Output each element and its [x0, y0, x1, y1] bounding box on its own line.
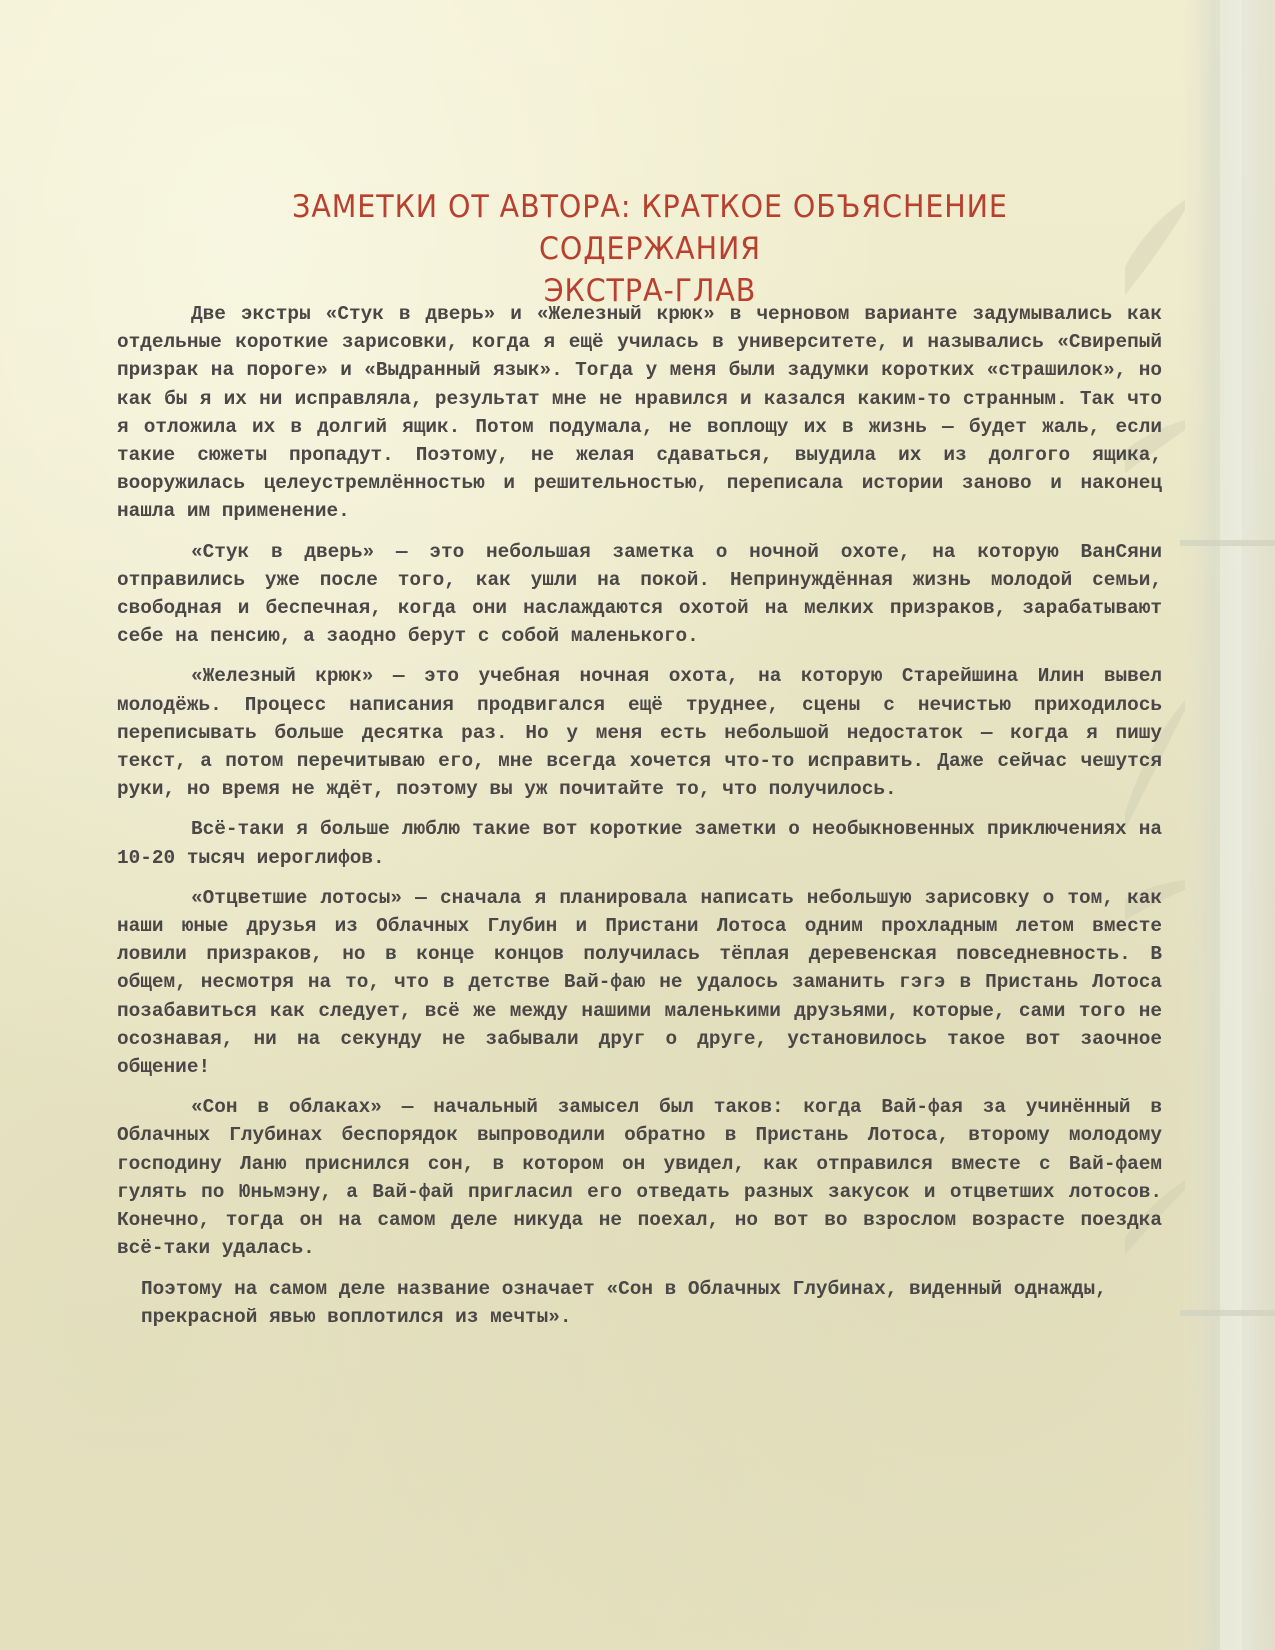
title-line-1: ЗАМЕТКИ ОТ АВТОРА: КРАТКОЕ ОБЪЯСНЕНИЕ СОДЕРЖАНИЯ: [292, 188, 1008, 267]
paragraph: Две экстры «Стук в дверь» и «Железный крюк» в черновом варианте задумывались как отдельные короткие зарисовки, когда я ещё училась в университете, и назывались «Свирепый призрак на пороге» и «Выдранный язык». Тогда у меня были задумки коротких «страшилок», но как бы я их ни исправляла, результат мне не нравился и казался каким-то странным. Так что я отложила их в долгий ящик. Потом подумала, не воплощу их в жизнь — будет жаль, если такие сюжеты пропадут. Поэтому, не желая сдаваться, выудила их из долгого ящика, вооружилась целеустремлённостью и решительностью, переписала истории заново и наконец нашла им применение.: [117, 303, 1162, 523]
paragraph: Всё-таки я больше люблю такие вот короткие заметки о необыкновенных приключениях на 10-20 тысяч иероглифов.: [117, 818, 1162, 869]
paragraph: «Отцветшие лотосы» — сначала я планировала написать небольшую зарисовку о том, как наши юные друзья из Облачных Глубин и Пристани Лотоса одним прохладным летом вместе ловили призраков, но в конце концов получилась тёплая деревенская повседневность. В общем, несмотря на то, что в детстве Вай-фаю не удалось заманить гэгэ в Пристань Лотоса позабавиться как следует, всё же между нашими маленькими друзьями, которые, сами того не осознавая, ни на секунду не забывали друг о друге, установилось такое вот заочное общение!: [117, 886, 1162, 1079]
paragraph: «Сон в облаках» — начальный замысел был таков: когда Вай-фая за учинённый в Облачных Глубинах беспорядок выпроводили обратно в Пристань Лотоса, второму молодому господину Ланю приснился сон, в котором он увидел, как отправился вместе с Вай-фаем гулять по Юньмэну, а Вай-фай пригласил его отведать разных закусок и отцветших лотосов. Конечно, тогда он на самом деле никуда не поехал, но вот во взрослом возрасте поездка всё-таки удалась.: [117, 1096, 1162, 1260]
page-title: [190, 186, 1110, 312]
title-line-2: ЭКСТРА-ГЛАВ: [543, 272, 757, 309]
document-body: [117, 300, 1162, 1343]
paragraph: Поэтому на самом деле название означает «Сон в Облачных Глубинах, виденный однажды, прекрасной явью воплотился из мечты».: [141, 1277, 1107, 1328]
paragraph: «Железный крюк» — это учебная ночная охота, на которую Старейшина Илин вывел молодёжь. Процесс написания продвигался ещё труднее, сцены с нечистью приходилось переписывать больше десятка раз. Но у меня есть небольшой недостаток — когда я пишу текст, а потом перечитываю его, мне всегда хочется что-то исправить. Даже сейчас чешутся руки, но время не ждёт, поэтому вы уж почитайте то, что получилось.: [117, 665, 1162, 801]
paragraph: «Стук в дверь» — это небольшая заметка о ночной охоте, на которую ВанСяни отправились уже после того, как ушли на покой. Непринуждённая жизнь молодой семьи, свободная и беспечная, когда они наслаждаются охотой на мелких призраков, зарабатывают себе на пенсию, а заодно берут с собой маленького.: [117, 540, 1162, 648]
